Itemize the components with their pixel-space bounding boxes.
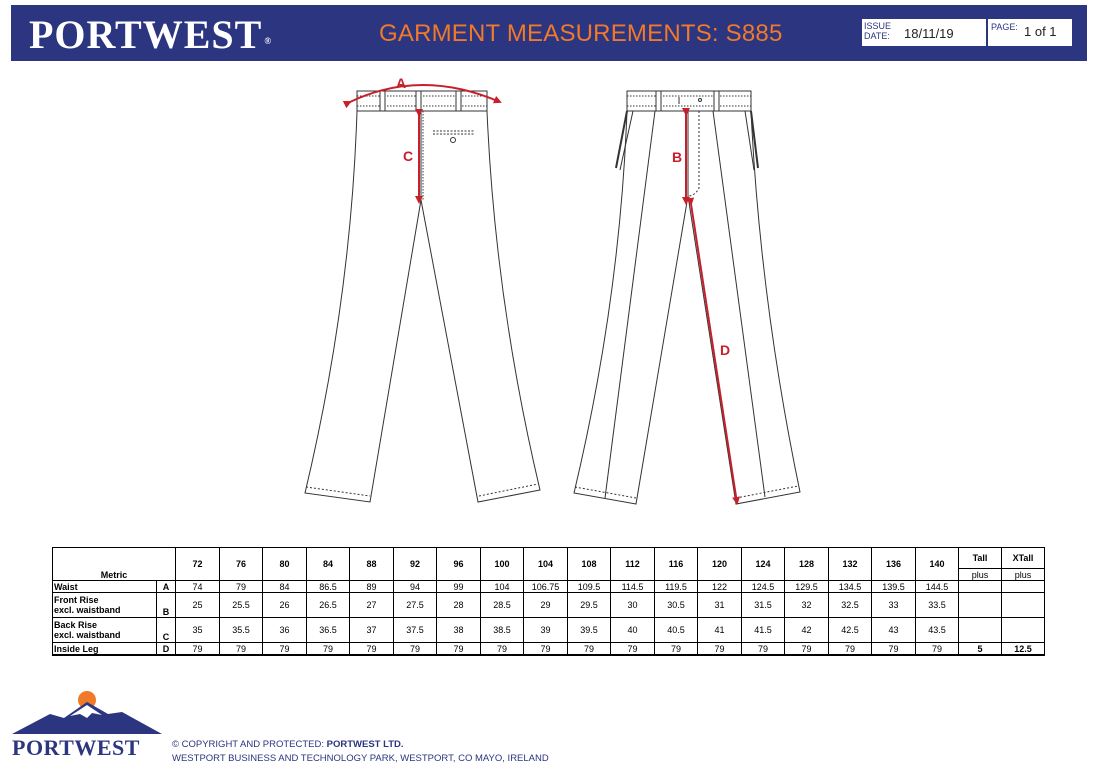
table-cell: 139.5 (872, 581, 916, 593)
row-label-main: Inside Leg (54, 643, 99, 654)
row-label-main: Back Rise (54, 620, 98, 630)
label-c: C (403, 148, 414, 164)
table-cell: 32.5 (829, 593, 872, 618)
size-header: 100 (481, 548, 524, 581)
waist-arrow (350, 85, 500, 102)
table-cell: 33.5 (916, 593, 959, 618)
table-row (53, 643, 1045, 656)
table-cell: 36 (263, 618, 307, 643)
table-cell: 32 (785, 593, 829, 618)
address-line: WESTPORT BUSINESS AND TECHNOLOGY PARK, WESTPORT, CO MAYO, IRELAND (172, 753, 549, 764)
size-header: 128 (785, 548, 829, 581)
table-cell: 104 (481, 581, 524, 593)
row-key: A (157, 581, 176, 593)
page-value: 1 of 1 (1024, 24, 1057, 39)
table-cell: 42 (785, 618, 829, 643)
table-cell: 41.5 (742, 618, 785, 643)
page-title: GARMENT MEASUREMENTS: S885 (379, 20, 783, 47)
table-cell: 38 (437, 618, 481, 643)
table-cell: 27 (350, 593, 394, 618)
extra-size-header: Tall (959, 548, 1002, 569)
table-cell: 79 (176, 643, 220, 656)
footer-brand: PORTWEST (12, 735, 140, 760)
row-label-main: Waist (54, 581, 78, 592)
table-cell: 122 (698, 581, 742, 593)
table-cell: 79 (220, 643, 263, 656)
row-label-main: Front Rise (54, 595, 99, 605)
footer-logo-mark (12, 688, 162, 736)
table-cell: 30.5 (655, 593, 698, 618)
copyright-line: © COPYRIGHT AND PROTECTED: PORTWEST LTD. (172, 739, 404, 750)
trousers-back-view (305, 91, 540, 502)
table-cell: 129.5 (785, 581, 829, 593)
table-cell: 43 (872, 618, 916, 643)
size-header: 116 (655, 548, 698, 581)
size-header: 92 (394, 548, 437, 581)
issue-date-label: ISSUE DATE: (864, 21, 892, 41)
label-d: D (720, 342, 731, 358)
extra-size-subheader: plus (1002, 569, 1045, 581)
table-cell: 37.5 (394, 618, 437, 643)
extra-size-header: XTall (1002, 548, 1045, 569)
table-cell: 30 (611, 593, 655, 618)
registered-mark: ® (264, 36, 273, 46)
measurement-table (52, 547, 1045, 656)
table-cell: 42.5 (829, 618, 872, 643)
table-cell: 35 (176, 618, 220, 643)
table-cell: 33 (872, 593, 916, 618)
table-cell: 39.5 (568, 618, 611, 643)
page-label: PAGE: (991, 22, 1018, 32)
table-cell: 40.5 (655, 618, 698, 643)
table-cell: 29 (524, 593, 568, 618)
table-cell: 79 (437, 643, 481, 656)
size-header: 112 (611, 548, 655, 581)
size-header: 80 (263, 548, 307, 581)
row-label (53, 618, 157, 643)
table-cell: 134.5 (829, 581, 872, 593)
table-cell: 99 (437, 581, 481, 593)
table-cell: 106.75 (524, 581, 568, 593)
table-row (53, 593, 1045, 618)
brand-logo: PORTWEST ® (29, 12, 273, 57)
row-label (53, 593, 157, 618)
table-cell: 79 (829, 643, 872, 656)
size-header: 140 (916, 548, 959, 581)
table-cell: 37 (350, 618, 394, 643)
size-header: 88 (350, 548, 394, 581)
table-cell: 41 (698, 618, 742, 643)
extra-cell (959, 618, 1002, 643)
size-header: 76 (220, 548, 263, 581)
table-row (53, 618, 1045, 643)
table-cell: 31 (698, 593, 742, 618)
extra-cell (959, 593, 1002, 618)
table-cell: 79 (524, 643, 568, 656)
table-cell: 79 (698, 643, 742, 656)
back-waistband (357, 91, 487, 111)
size-header: 120 (698, 548, 742, 581)
issue-date-value: 18/11/19 (904, 26, 954, 41)
extra-cell (959, 581, 1002, 593)
table-cell: 144.5 (916, 581, 959, 593)
metric-header: Metric (53, 548, 176, 581)
table-cell: 38.5 (481, 618, 524, 643)
table-cell: 94 (394, 581, 437, 593)
table-cell: 79 (394, 643, 437, 656)
table-cell: 114.5 (611, 581, 655, 593)
row-key: B (157, 593, 176, 618)
table-cell: 79 (611, 643, 655, 656)
table-cell: 124.5 (742, 581, 785, 593)
table-cell: 109.5 (568, 581, 611, 593)
row-key: D (157, 643, 176, 656)
size-header: 104 (524, 548, 568, 581)
table-cell: 79 (220, 581, 263, 593)
table-cell: 25.5 (220, 593, 263, 618)
table-cell: 79 (481, 643, 524, 656)
extra-cell: 5 (959, 643, 1002, 656)
front-waistband (627, 91, 751, 111)
table-cell: 25 (176, 593, 220, 618)
size-header: 132 (829, 548, 872, 581)
table-cell: 43.5 (916, 618, 959, 643)
table-cell: 79 (785, 643, 829, 656)
table-cell: 27.5 (394, 593, 437, 618)
table-cell: 79 (872, 643, 916, 656)
table-cell: 40 (611, 618, 655, 643)
table-cell: 28 (437, 593, 481, 618)
table-cell: 35.5 (220, 618, 263, 643)
row-label-sub: excl. waistband (54, 605, 121, 615)
size-header: 136 (872, 548, 916, 581)
table-row (53, 581, 1045, 593)
table-cell: 36.5 (307, 618, 350, 643)
table-cell: 31.5 (742, 593, 785, 618)
row-label-sub: excl. waistband (54, 630, 121, 640)
table-cell: 26 (263, 593, 307, 618)
extra-cell: 12.5 (1002, 643, 1045, 656)
extra-size-subheader: plus (959, 569, 1002, 581)
table-header-row (53, 548, 1045, 569)
label-a: A (396, 75, 407, 91)
row-key: C (157, 618, 176, 643)
extra-cell (1002, 593, 1045, 618)
size-header: 72 (176, 548, 220, 581)
size-header: 108 (568, 548, 611, 581)
table-cell: 119.5 (655, 581, 698, 593)
table-cell: 79 (568, 643, 611, 656)
size-header: 84 (307, 548, 350, 581)
table-cell: 79 (350, 643, 394, 656)
table-cell: 28.5 (481, 593, 524, 618)
row-label (53, 581, 157, 593)
table-cell: 79 (916, 643, 959, 656)
table-cell: 79 (655, 643, 698, 656)
table-cell: 74 (176, 581, 220, 593)
label-b: B (672, 149, 683, 165)
size-header: 96 (437, 548, 481, 581)
row-label (53, 643, 157, 656)
table-cell: 89 (350, 581, 394, 593)
extra-cell (1002, 618, 1045, 643)
table-cell: 86.5 (307, 581, 350, 593)
table-cell: 79 (307, 643, 350, 656)
table-cell: 84 (263, 581, 307, 593)
table-cell: 39 (524, 618, 568, 643)
table-cell: 79 (263, 643, 307, 656)
extra-cell (1002, 581, 1045, 593)
size-header: 124 (742, 548, 785, 581)
table-cell: 79 (742, 643, 785, 656)
table-cell: 26.5 (307, 593, 350, 618)
table-cell: 29.5 (568, 593, 611, 618)
